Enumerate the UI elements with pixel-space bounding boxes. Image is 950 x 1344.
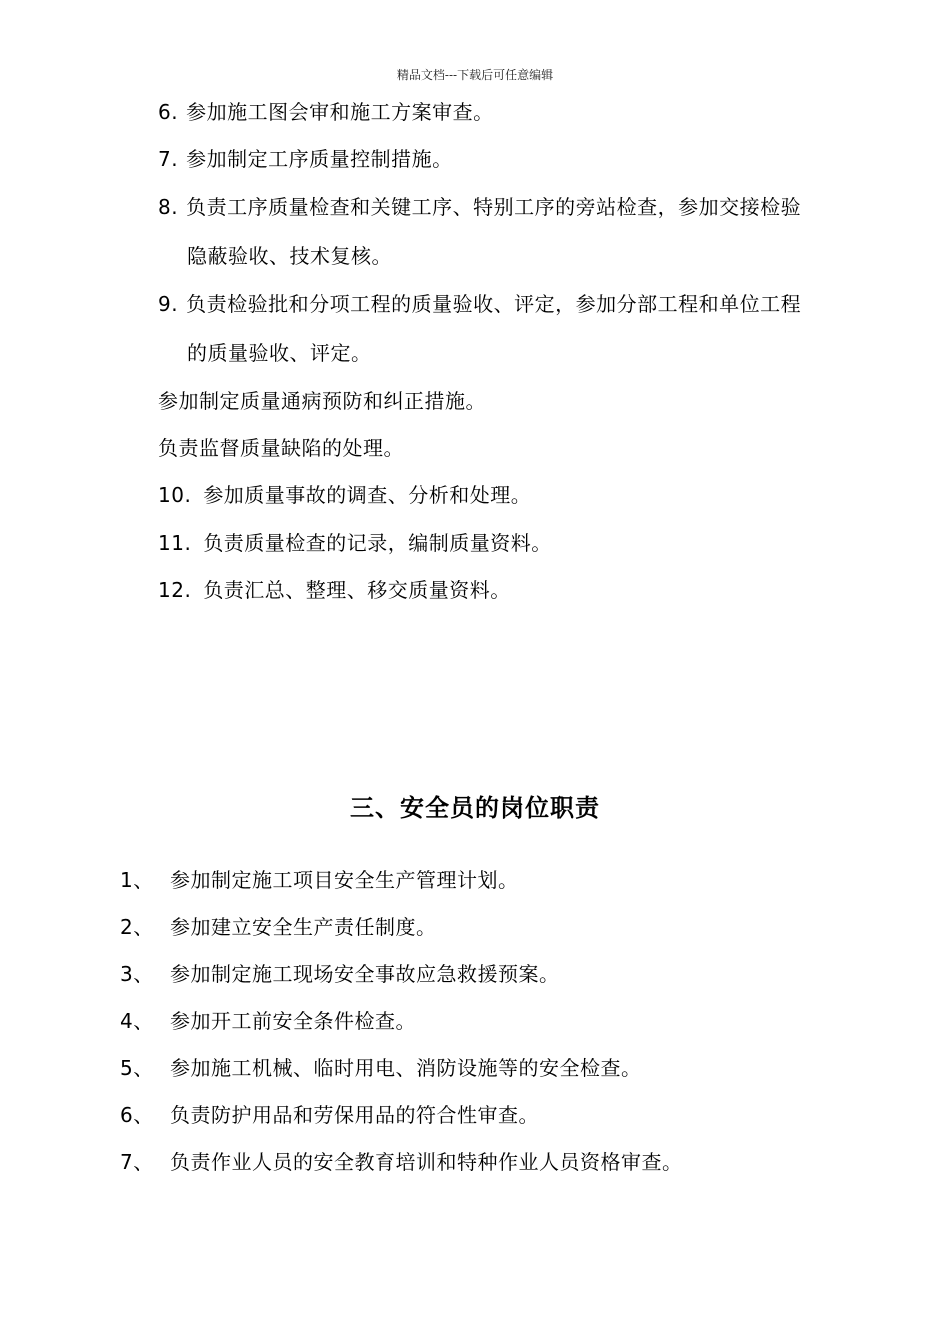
item-number: 8. xyxy=(158,195,179,219)
item-number: 7. xyxy=(158,147,179,171)
item-text: 负责检验批和分项工程的质量验收、评定，参加分部工程和单位工程 xyxy=(186,292,802,316)
item-text: 参加建立安全生产责任制度。 xyxy=(170,915,437,939)
item-text: 参加制定施工现场安全事故应急救援预案。 xyxy=(170,962,560,986)
list-item xyxy=(120,1009,416,1033)
list-item xyxy=(158,389,486,413)
section-title: 三、安全员的岗位职责 xyxy=(350,794,600,822)
item-number: 5、 xyxy=(120,1056,154,1080)
item-text: 参加质量事故的调查、分析和处理。 xyxy=(203,483,532,507)
item-number: 6、 xyxy=(120,1103,154,1127)
list-item xyxy=(158,100,494,124)
list-item xyxy=(158,147,453,171)
item-text: 负责汇总、整理、移交质量资料。 xyxy=(203,578,511,602)
item-text: 参加制定施工项目安全生产管理计划。 xyxy=(170,868,519,892)
list-item xyxy=(158,292,801,316)
list-item xyxy=(120,962,560,986)
item-text: 参加施工机械、临时用电、消防设施等的安全检查。 xyxy=(170,1056,642,1080)
item-number: 7、 xyxy=(120,1150,154,1174)
item-text: 参加制定质量通病预防和纠正措施。 xyxy=(158,389,486,413)
item-text: 负责工序质量检查和关键工序、特别工序的旁站检查，参加交接检验 xyxy=(186,195,802,219)
list-item xyxy=(120,1056,642,1080)
item-text: 负责监督质量缺陷的处理。 xyxy=(158,436,404,460)
list-item xyxy=(120,868,519,892)
item-text: 负责防护用品和劳保用品的符合性审查。 xyxy=(170,1103,539,1127)
list-item xyxy=(158,483,531,507)
item-number: 3、 xyxy=(120,962,154,986)
item-text: 隐蔽验收、技术复核。 xyxy=(187,244,392,268)
item-number: 6. xyxy=(158,100,179,124)
list-item xyxy=(158,531,552,555)
list-item xyxy=(120,915,437,939)
item-number: 10. xyxy=(158,483,192,507)
item-text: 负责质量检查的记录，编制质量资料。 xyxy=(203,531,552,555)
list-item xyxy=(158,578,511,602)
list-item-continuation xyxy=(187,341,372,365)
header-note: 精品文档---下载后可任意编辑 xyxy=(396,68,554,82)
item-text: 参加开工前安全条件检查。 xyxy=(170,1009,416,1033)
item-number: 1、 xyxy=(120,868,154,892)
item-number: 2、 xyxy=(120,915,154,939)
item-number: 11. xyxy=(158,531,192,555)
list-item xyxy=(158,436,404,460)
item-text: 的质量验收、评定。 xyxy=(187,341,372,365)
item-text: 参加施工图会审和施工方案审查。 xyxy=(186,100,494,124)
item-number: 4、 xyxy=(120,1009,154,1033)
item-number: 9. xyxy=(158,292,179,316)
item-number: 12. xyxy=(158,578,192,602)
list-item xyxy=(158,195,801,219)
list-item xyxy=(120,1150,683,1174)
item-text: 负责作业人员的安全教育培训和特种作业人员资格审查。 xyxy=(170,1150,683,1174)
list-item xyxy=(120,1103,539,1127)
list-item-continuation xyxy=(187,244,392,268)
item-text: 参加制定工序质量控制措施。 xyxy=(186,147,453,171)
